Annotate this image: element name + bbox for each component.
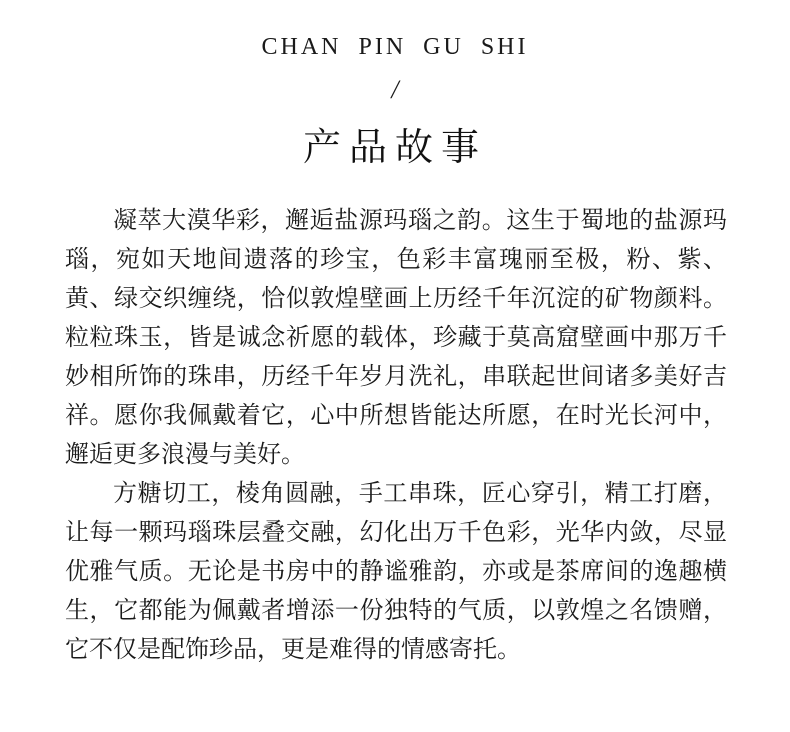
story-paragraph-1: 凝萃大漠华彩，邂逅盐源玛瑙之韵。这生于蜀地的盐源玛瑙，宛如天地间遗落的珍宝，色彩丰富瑰丽至极，粉、紫、黄、绿交织缠绕，恰似敦煌壁画上历经千年沉淀的矿物颜料。粒粒珠玉，皆是诚念祈愿的载体，珍藏于莫高窟壁画中那万千妙相所饰的珠串，历经千年岁月洗礼，串联起世间诸多美好吉祥。愿你我佩戴着它，心中所想皆能达所愿，在时光长河中，邂逅更多浪漫与美好。 <box>65 206 727 468</box>
slash-divider: / <box>391 75 399 104</box>
story-paragraph-2: 方糖切工，棱角圆融，手工串珠，匠心穿引，精工打磨，让每一颗玛瑙珠层叠交融，幻化出万千色彩，光华内敛，尽显优雅气质。无论是书房中的静谧雅韵，亦或是茶席间的逸趣横生，它都能为佩戴者增添一份独特的气质，以敦煌之名馈赠，它不仅是配饰珍品，更是难得的情感寄托。 <box>65 479 727 663</box>
pinyin-subtitle: CHAN PIN GU SHI <box>261 34 529 60</box>
page-title: 产品故事 <box>302 125 487 169</box>
story-body <box>65 201 727 669</box>
